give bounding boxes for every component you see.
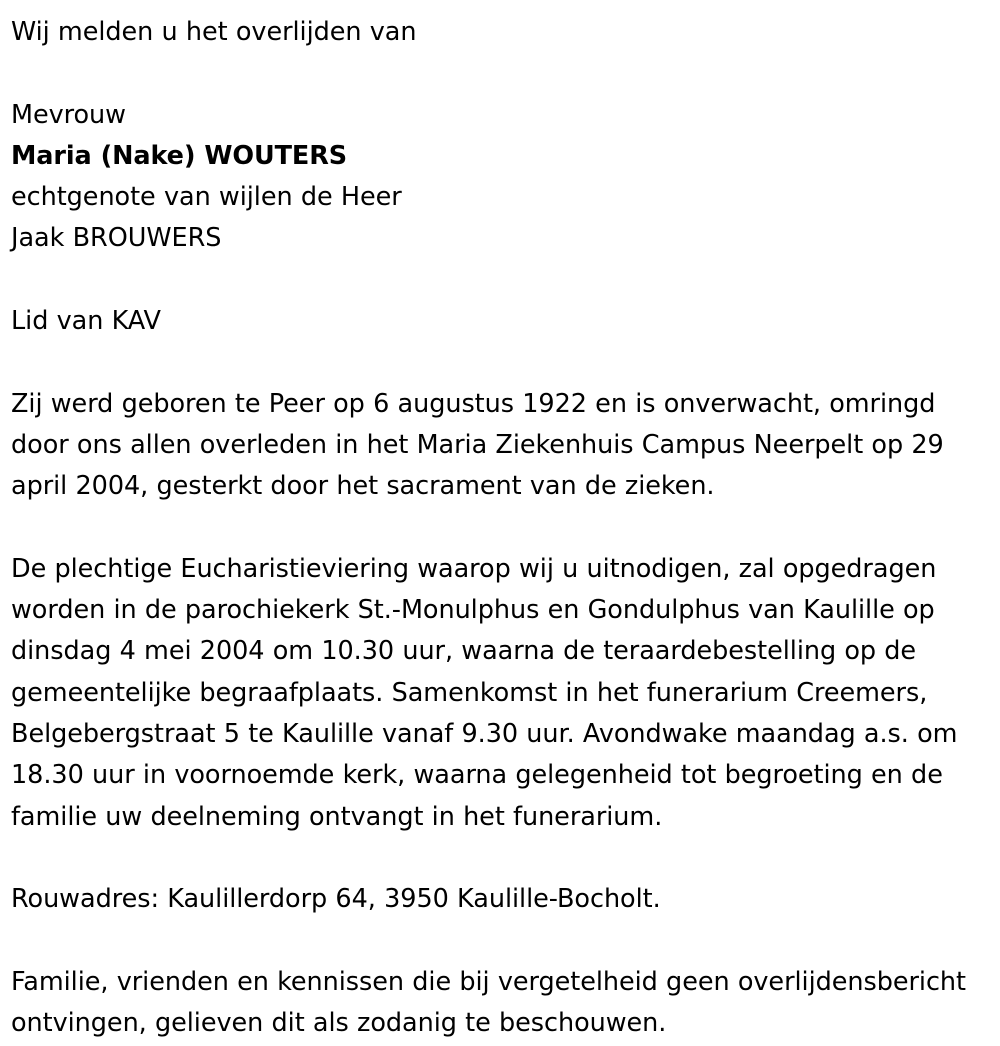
announcement-body — [11, 12, 986, 1044]
spacer — [11, 342, 986, 383]
birth-death-paragraph: Zij werd geboren te Peer op 6 augustus 1922 en is onverwacht, omringd door ons allen overleden in het Maria Ziekenhuis Campus Neerpelt op 29 april 2004, gesterkt door het sacrament van de zieken. — [11, 388, 944, 502]
closing-paragraph: Familie, vrienden en kennissen die bij vergetelheid geen overlijdensbericht ontvingen, gelieven dit als zodanig te beschouwen. — [11, 966, 966, 1039]
spacer — [11, 508, 986, 549]
salutation-line: Mevrouw — [11, 99, 126, 130]
spacer — [11, 921, 986, 962]
deceased-name: Maria (Nake) WOUTERS — [11, 140, 348, 171]
service-paragraph: De plechtige Eucharistieviering waarop wij u uitnodigen, zal opgedragen worden in de parochiekerk St.-Monulphus en Gondulphus van Kaulille op dinsdag 4 mei 2004 om 10.30 uur, waarna de teraardebestelling op de gemeentelijke begraafplaats. Samenkomst in het funerarium Creemers, Belgebergstraat 5 te Kaulille vanaf 9.30 uur. Avondwake maandag a.s. om 18.30 uur in voornoemde kerk, waarna gelegenheid tot begroeting en de familie uw deelneming ontvangt in het funerarium. — [11, 553, 958, 832]
spacer — [11, 838, 986, 879]
spacer — [11, 53, 986, 94]
mourning-address-line: Rouwadres: Kaulillerdorp 64, 3950 Kaulille-Bocholt. — [11, 884, 661, 915]
spouse-relation-line: echtgenote van wijlen de Heer — [11, 182, 402, 213]
membership-line: Lid van KAV — [11, 306, 161, 337]
spacer — [11, 260, 986, 301]
intro-line: Wij melden u het overlijden van — [11, 17, 417, 47]
spouse-name-line: Jaak BROUWERS — [11, 223, 222, 254]
